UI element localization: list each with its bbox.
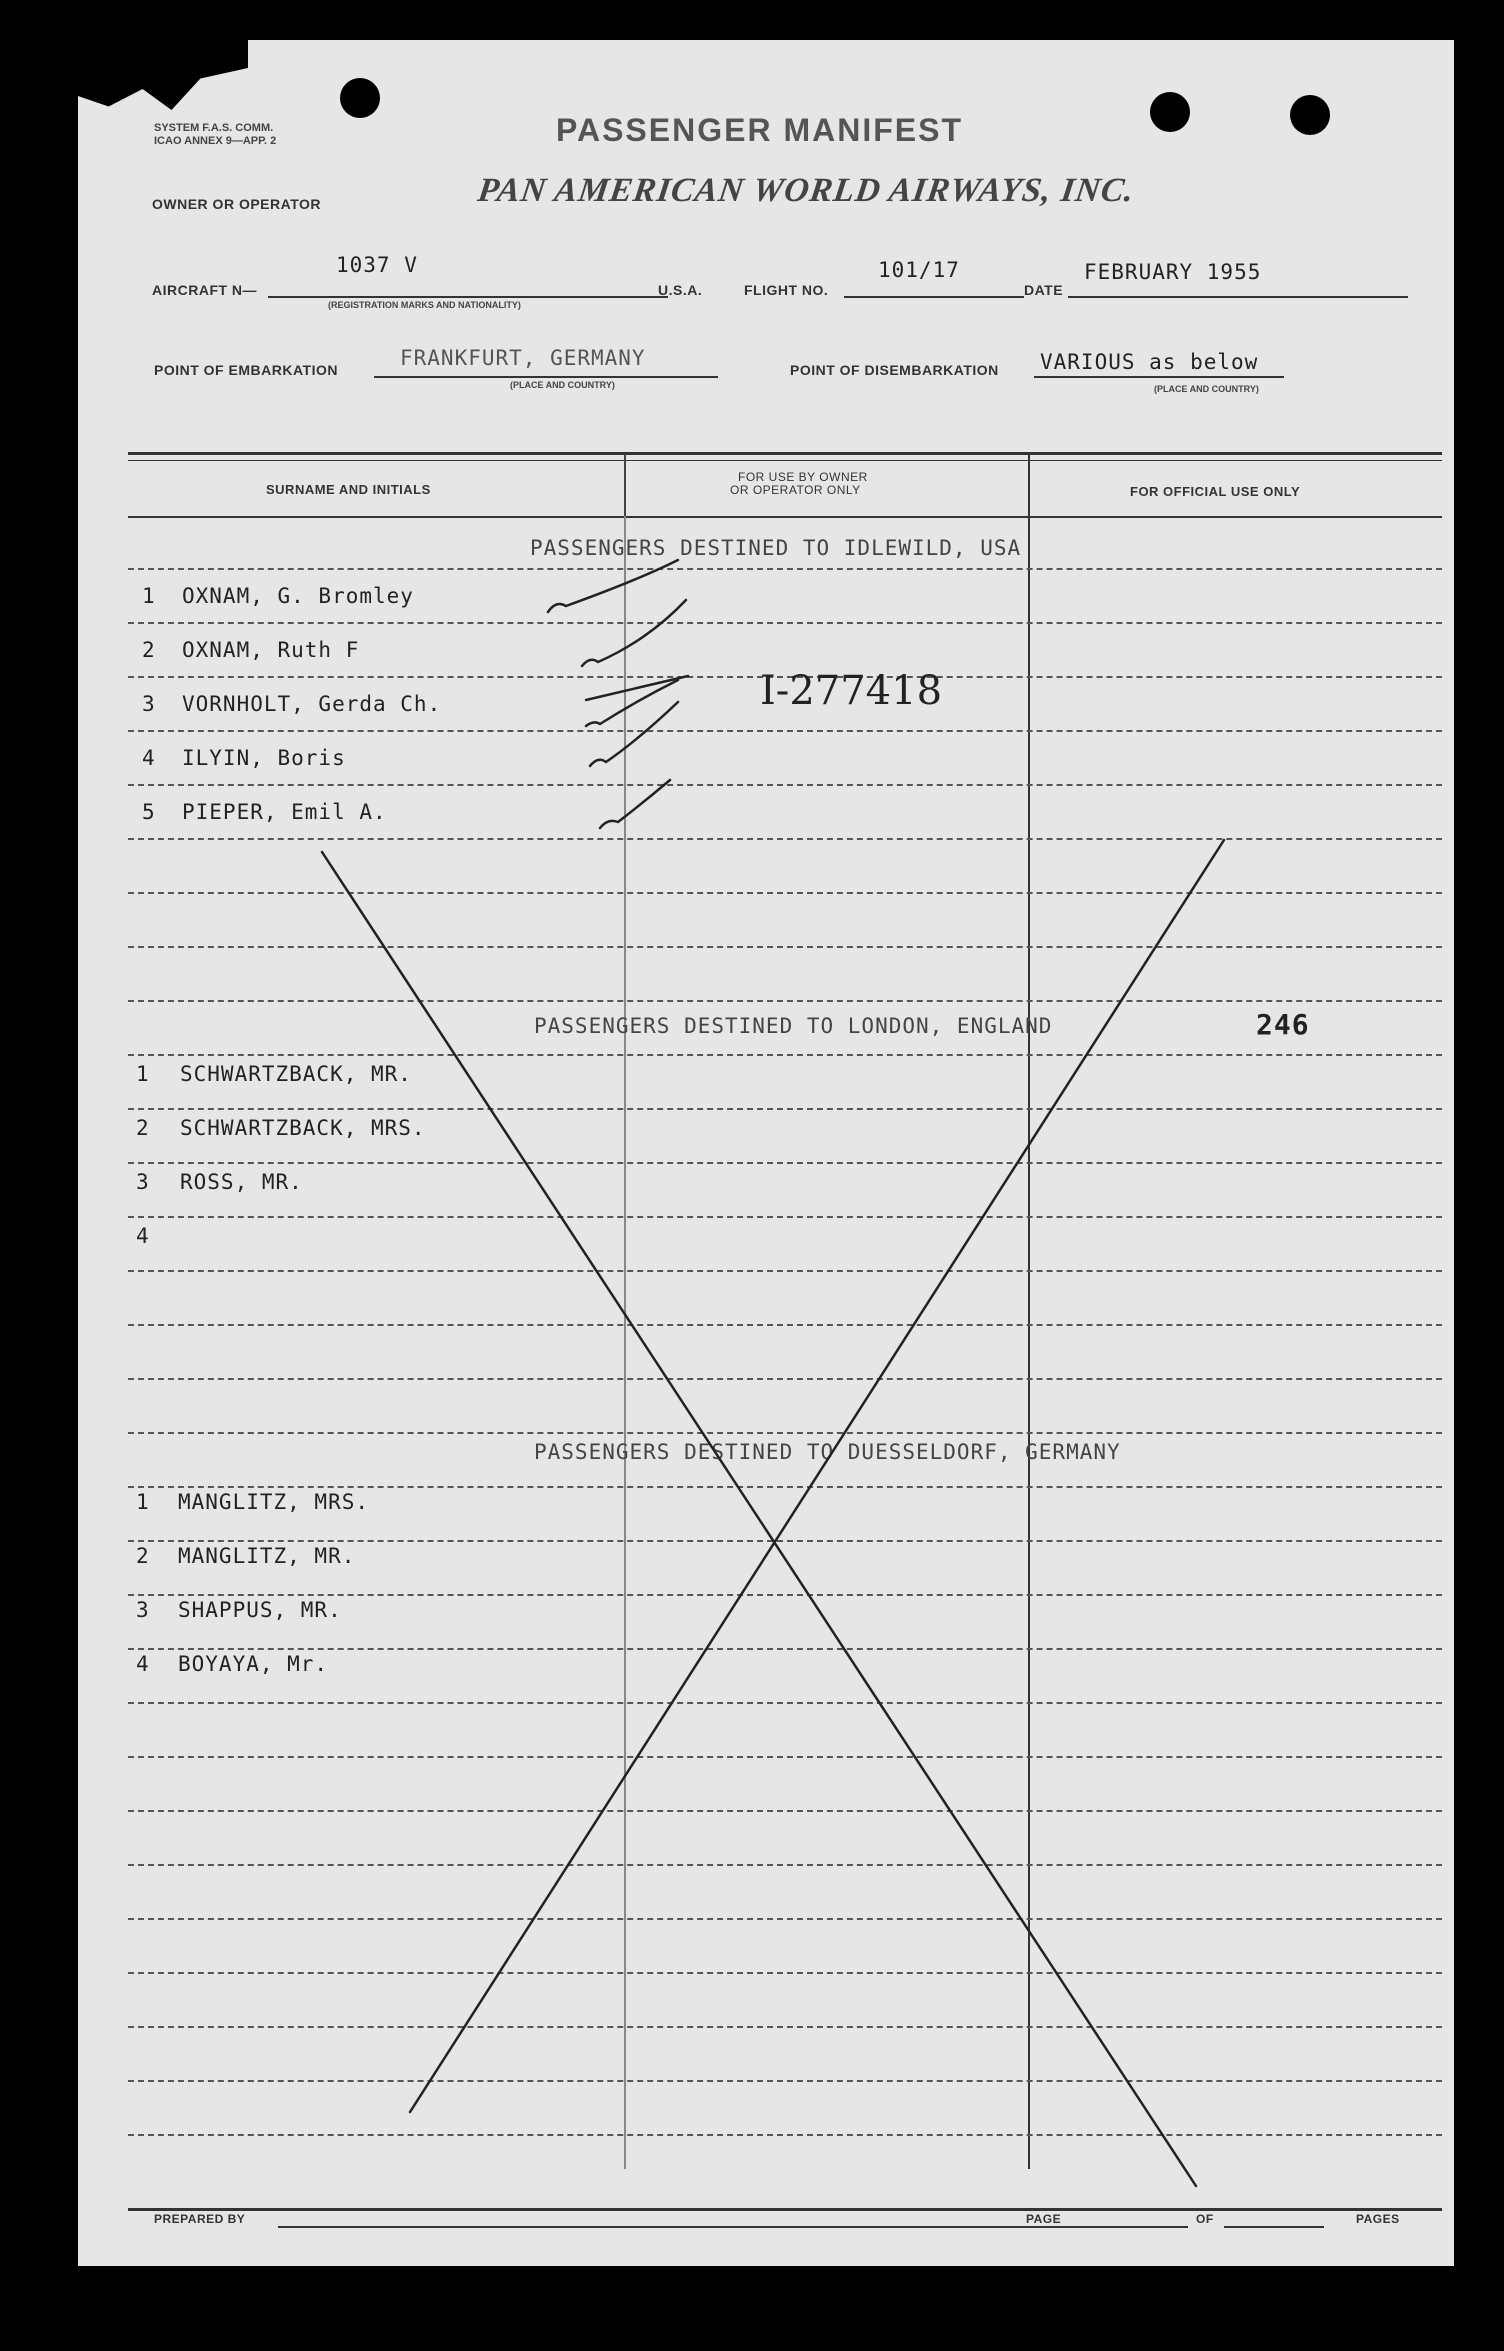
- group-heading-idlewild: PASSENGERS DESTINED TO IDLEWILD, USA: [530, 536, 1022, 560]
- passenger-number: 2: [142, 638, 155, 662]
- passenger-number: 3: [142, 692, 155, 716]
- check-mark: [548, 560, 678, 612]
- cross-out-stroke: [322, 852, 1196, 2186]
- passenger-number: 4: [142, 746, 155, 770]
- passenger-name: PIEPER, Emil A.: [182, 800, 387, 824]
- registration-note: (REGISTRATION MARKS AND NATIONALITY): [328, 300, 521, 310]
- prepared-by-label: PREPARED BY: [154, 2212, 246, 2226]
- page-title: PASSENGER MANIFEST: [556, 112, 963, 148]
- check-mark: [582, 600, 686, 666]
- flight-value: 101/17: [878, 258, 960, 282]
- passenger-name: SCHWARTZBACK, MR.: [180, 1062, 412, 1086]
- passenger-number: 2: [136, 1116, 149, 1140]
- page-label: PAGE: [1026, 2212, 1062, 2226]
- passenger-number: 4: [136, 1224, 149, 1248]
- date-label: DATE: [1024, 282, 1064, 298]
- passenger-name: OXNAM, Ruth F: [182, 638, 360, 662]
- disembarkation-label: POINT OF DISEMBARKATION: [790, 362, 999, 378]
- passenger-number: 4: [136, 1652, 149, 1676]
- passenger-number: 3: [136, 1170, 149, 1194]
- passenger-number: 2: [136, 1544, 149, 1568]
- aircraft-value: 1037 V: [336, 253, 418, 277]
- passenger-name: MANGLITZ, MR.: [178, 1544, 356, 1568]
- cross-out-stroke: [410, 840, 1224, 2112]
- passenger-number: 1: [142, 584, 155, 608]
- check-mark: [590, 702, 678, 766]
- passenger-number: 5: [142, 800, 155, 824]
- passenger-name: ROSS, MR.: [180, 1170, 303, 1194]
- passenger-number: 1: [136, 1062, 149, 1086]
- owner-label: OWNER OR OPERATOR: [152, 196, 321, 212]
- nationality: U.S.A.: [658, 282, 703, 298]
- embarkation-value: FRANKFURT, GERMANY: [400, 346, 646, 370]
- passenger-number: 1: [136, 1490, 149, 1514]
- passenger-name: ILYIN, Boris: [182, 746, 346, 770]
- of-label: OF: [1196, 2212, 1214, 2226]
- column-header-surname: SURNAME AND INITIALS: [266, 482, 431, 497]
- manifest-sheet: [78, 40, 1454, 2266]
- official-mark: 246: [1256, 1008, 1310, 1041]
- date-value: FEBRUARY 1955: [1084, 260, 1262, 284]
- embarkation-label: POINT OF EMBARKATION: [154, 362, 338, 378]
- form-reference-1: SYSTEM F.A.S. COMM.: [154, 122, 274, 134]
- passenger-name: MANGLITZ, MRS.: [178, 1490, 370, 1514]
- passenger-name: BOYAYA, Mr.: [178, 1652, 329, 1676]
- column-header-official: FOR OFFICIAL USE ONLY: [1130, 484, 1301, 499]
- handwritten-number: I-277418: [760, 668, 943, 714]
- pages-label: PAGES: [1356, 2212, 1400, 2226]
- disembarkation-note: (PLACE AND COUNTRY): [1154, 384, 1259, 394]
- passenger-number: 3: [136, 1598, 149, 1622]
- check-mark: [586, 676, 688, 700]
- operator-name: PAN AMERICAN WORLD AIRWAYS, INC.: [475, 172, 1137, 209]
- check-mark: [586, 680, 678, 726]
- passenger-name: OXNAM, G. Bromley: [182, 584, 414, 608]
- passenger-name: VORNHOLT, Gerda Ch.: [182, 692, 442, 716]
- group-heading-duesseldorf: PASSENGERS DESTINED TO DUESSELDORF, GERMANY: [534, 1440, 1121, 1464]
- pen-marks: [78, 40, 1454, 2266]
- column-header-owner-use-1: FOR USE BY OWNER: [738, 470, 868, 484]
- group-heading-london: PASSENGERS DESTINED TO LONDON, ENGLAND: [534, 1014, 1053, 1038]
- column-header-owner-use-2: OR OPERATOR ONLY: [730, 483, 861, 497]
- flight-label: FLIGHT NO.: [744, 282, 829, 298]
- aircraft-label: AIRCRAFT N—: [152, 282, 258, 298]
- passenger-name: SCHWARTZBACK, MRS.: [180, 1116, 426, 1140]
- embarkation-note: (PLACE AND COUNTRY): [510, 380, 615, 390]
- check-mark: [600, 780, 670, 828]
- disembarkation-value: VARIOUS as below: [1040, 350, 1259, 374]
- form-reference-2: ICAO ANNEX 9—APP. 2: [154, 135, 277, 147]
- passenger-name: SHAPPUS, MR.: [178, 1598, 342, 1622]
